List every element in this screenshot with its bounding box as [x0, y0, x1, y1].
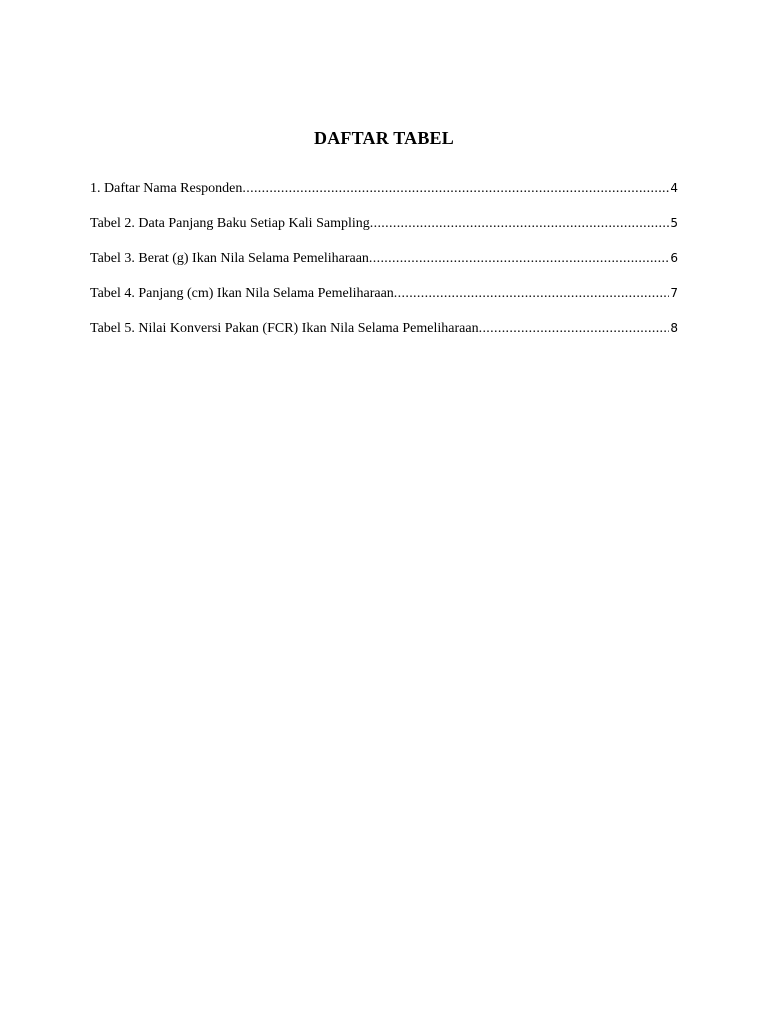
toc-entry-page: 7	[670, 286, 678, 300]
table-of-contents	[90, 178, 678, 353]
page-title: DAFTAR TABEL	[314, 128, 454, 148]
toc-dot-leader	[394, 284, 670, 304]
toc-entry-1	[90, 178, 678, 213]
toc-entry-page: 6	[670, 251, 678, 265]
toc-entry-page: 8	[670, 321, 678, 335]
toc-dot-leader	[369, 249, 669, 269]
toc-entry-label: Tabel 4. Panjang (cm) Ikan Nila Selama Pemeliharaan	[90, 286, 394, 301]
toc-dot-leader	[370, 214, 670, 234]
toc-dot-leader	[242, 179, 669, 199]
toc-entry-4	[90, 283, 678, 318]
toc-entry-label: Tabel 2. Data Panjang Baku Setiap Kali Sampling	[90, 216, 370, 231]
toc-entry-3	[90, 248, 678, 283]
toc-entry-5	[90, 318, 678, 353]
toc-dot-leader	[479, 319, 670, 339]
toc-entry-2	[90, 213, 678, 248]
toc-entry-label: 1. Daftar Nama Responden	[90, 181, 243, 196]
toc-entry-page: 5	[670, 216, 678, 230]
toc-entry-page: 4	[670, 181, 678, 195]
toc-entry-label: Tabel 3. Berat (g) Ikan Nila Selama Pemeliharaan	[90, 251, 369, 266]
toc-entry-label: Tabel 5. Nilai Konversi Pakan (FCR) Ikan Nila Selama Pemeliharaan	[90, 321, 479, 336]
